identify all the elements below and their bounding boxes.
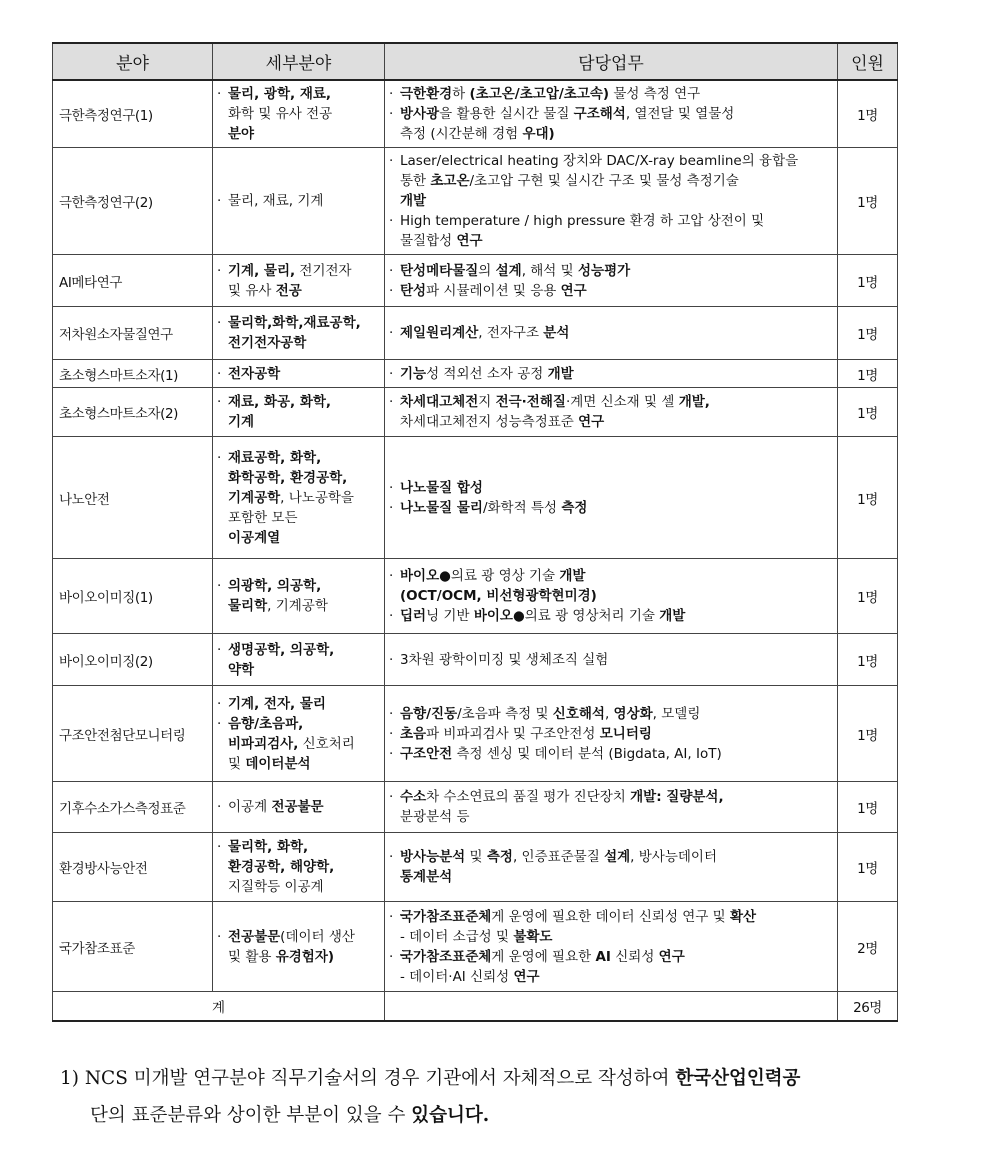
text-segment: 기계, 물리, bbox=[228, 262, 296, 279]
text-segment: 물리학,화학,재료공학, bbox=[228, 315, 361, 331]
continuation-line bbox=[217, 857, 380, 877]
bullet-line bbox=[389, 323, 833, 343]
cell-headcount: 1명 bbox=[838, 437, 898, 559]
table-row bbox=[53, 559, 898, 634]
text-segment: 나노물질 bbox=[400, 499, 457, 516]
text-segment: 개발 bbox=[659, 608, 686, 624]
table-row bbox=[53, 437, 898, 559]
bullet-line bbox=[389, 744, 833, 764]
text-segment: 및 유사 bbox=[228, 282, 276, 299]
text-segment: 물리학 bbox=[228, 598, 268, 614]
text-segment: 극한환경 bbox=[400, 86, 453, 102]
bullet-line bbox=[389, 151, 833, 171]
text-segment: , 해석 및 bbox=[521, 262, 578, 279]
cell-field: 바이오이미징(1) bbox=[53, 559, 213, 634]
bullet-line bbox=[389, 724, 833, 744]
header-field: 분야 bbox=[53, 43, 213, 80]
cell-subfield bbox=[213, 437, 385, 559]
text-segment: /초고압 구현 및 실시간 구조 및 물성 측정기술 bbox=[469, 173, 739, 189]
text-segment: 단의 표준분류와 상이한 부분이 있을 수 bbox=[90, 1105, 412, 1126]
bullet-line bbox=[217, 84, 380, 104]
cell-subfield bbox=[213, 686, 385, 782]
text-segment: 국가참조표준체 bbox=[400, 908, 492, 925]
text-segment: 설계 bbox=[604, 849, 631, 865]
text-segment: 기계 bbox=[228, 414, 255, 430]
cell-headcount: 1명 bbox=[838, 833, 898, 902]
text-segment: , bbox=[604, 705, 614, 722]
table-body bbox=[53, 80, 898, 1021]
bullet-line bbox=[389, 704, 833, 724]
continuation-line bbox=[217, 333, 380, 353]
cell-field: 구조안전첨단모니터링 bbox=[53, 686, 213, 782]
continuation-line bbox=[217, 104, 380, 124]
cell-subfield bbox=[213, 255, 385, 307]
bullet-line bbox=[217, 364, 380, 384]
text-segment: 데이터분석 bbox=[245, 755, 311, 772]
text-segment: ·계면 신소재 및 셀 bbox=[565, 394, 679, 410]
text-segment: 물리 bbox=[456, 499, 483, 516]
cell-duty bbox=[385, 634, 838, 686]
bullet-line bbox=[217, 576, 380, 596]
text-segment: 신뢰성 bbox=[610, 948, 659, 965]
text-segment: 이공계열 bbox=[228, 529, 281, 546]
text-segment: 신호처리 bbox=[298, 735, 355, 752]
text-segment: 비파괴검사, bbox=[228, 735, 299, 752]
text-segment: 측정 bbox=[561, 499, 588, 516]
text-segment: High temperature / high pressure 환경 하 고압 상전이 및 bbox=[400, 213, 765, 229]
text-segment: 차 수소연료의 품질 평가 진단장치 bbox=[426, 789, 631, 805]
bullet-line bbox=[217, 261, 380, 281]
text-segment: 분광분석 등 bbox=[400, 809, 470, 825]
text-segment: 파 비파괴검사 및 구조안전성 bbox=[426, 725, 600, 742]
text-segment: 기계공학 bbox=[228, 489, 281, 506]
cell-field: 바이오이미징(2) bbox=[53, 634, 213, 686]
bullet-line bbox=[217, 927, 380, 947]
cell-duty bbox=[385, 782, 838, 833]
bullet-line bbox=[389, 907, 833, 927]
text-segment: 연구 bbox=[658, 948, 685, 965]
cell-duty bbox=[385, 148, 838, 255]
cell-subfield bbox=[213, 559, 385, 634]
text-segment: , 인증표준물질 bbox=[512, 849, 605, 865]
text-segment: 지 bbox=[478, 394, 496, 410]
text-segment: 바이오 bbox=[473, 608, 513, 624]
cell-subfield bbox=[213, 307, 385, 360]
text-segment: 화학공학, 환경공학, bbox=[228, 469, 348, 486]
continuation-line bbox=[217, 754, 380, 774]
cell-duty bbox=[385, 360, 838, 388]
continuation-line bbox=[389, 967, 833, 987]
text-segment: , 열전달 및 열물성 bbox=[625, 106, 735, 122]
text-segment: 생명공학, 의공학, bbox=[228, 641, 335, 658]
cell-field: 초소형스마트소자(2) bbox=[53, 388, 213, 437]
text-segment: 연구 bbox=[578, 414, 605, 430]
cell-field: 국가참조표준 bbox=[53, 902, 213, 992]
continuation-line bbox=[389, 586, 833, 606]
continuation-line bbox=[389, 867, 833, 887]
text-segment: 불확도 bbox=[513, 928, 553, 945]
bullet-line bbox=[389, 478, 833, 498]
text-segment: , 방사능데이터 bbox=[630, 849, 717, 865]
bullet-line bbox=[217, 392, 380, 412]
text-segment: 기계, 전자, 물리 bbox=[228, 695, 326, 712]
bullet-line bbox=[389, 104, 833, 124]
text-segment: 탄성메타물질 bbox=[400, 262, 479, 279]
text-segment: 환경공학, 해양학, bbox=[228, 859, 335, 875]
table-row bbox=[53, 902, 898, 992]
cell-duty bbox=[385, 255, 838, 307]
text-segment: 전자공학 bbox=[228, 365, 281, 382]
text-segment: 의 bbox=[478, 262, 496, 279]
text-segment: 및 bbox=[465, 849, 487, 865]
cell-headcount: 1명 bbox=[838, 559, 898, 634]
header-subfield: 세부분야 bbox=[213, 43, 385, 80]
cell-headcount: 1명 bbox=[838, 255, 898, 307]
text-segment: 전극·전해질 bbox=[495, 394, 566, 410]
cell-headcount: 1명 bbox=[838, 686, 898, 782]
cell-subfield bbox=[213, 833, 385, 902]
table-row bbox=[53, 80, 898, 148]
total-count: 26명 bbox=[838, 992, 898, 1022]
cell-subfield bbox=[213, 902, 385, 992]
continuation-line bbox=[389, 191, 833, 211]
text-segment: 영상화 bbox=[613, 705, 653, 722]
text-segment: 연구 bbox=[456, 233, 483, 249]
bullet-line bbox=[389, 364, 833, 384]
text-segment: 한국산업인력공 bbox=[675, 1068, 801, 1089]
text-segment: 물리학, 화학, bbox=[228, 839, 309, 855]
table-row bbox=[53, 255, 898, 307]
cell-subfield bbox=[213, 634, 385, 686]
continuation-line bbox=[217, 947, 380, 967]
cell-duty bbox=[385, 437, 838, 559]
table-header-row bbox=[53, 43, 898, 80]
continuation-line bbox=[389, 807, 833, 827]
text-segment: 음향/초음파, bbox=[228, 715, 304, 732]
continuation-line bbox=[217, 508, 380, 528]
continuation-line bbox=[389, 171, 833, 191]
text-segment: 구조해석 bbox=[573, 106, 626, 122]
text-segment: 방사광 bbox=[400, 106, 440, 122]
text-segment: (OCT/OCM, 비선형광학현미경) bbox=[400, 588, 597, 604]
text-segment: 초고온 bbox=[430, 173, 470, 189]
text-segment: 전기전자 bbox=[295, 262, 352, 279]
text-segment: 합성 bbox=[456, 479, 483, 496]
text-segment: 및 활용 bbox=[228, 948, 276, 965]
cell-headcount: 2명 bbox=[838, 902, 898, 992]
text-segment: 물질합성 bbox=[400, 233, 457, 249]
cell-headcount: 1명 bbox=[838, 388, 898, 437]
bullet-line bbox=[389, 650, 833, 670]
text-segment: 재료공학, 화학, bbox=[228, 449, 322, 466]
cell-subfield bbox=[213, 80, 385, 148]
bullet-line bbox=[389, 847, 833, 867]
bullet-line bbox=[389, 211, 833, 231]
cell-duty bbox=[385, 902, 838, 992]
total-row bbox=[53, 992, 898, 1022]
text-segment: 딥러 bbox=[400, 608, 427, 624]
bullet-line bbox=[217, 448, 380, 468]
text-segment: 차세대고체전 bbox=[400, 394, 479, 410]
bullet-line bbox=[389, 281, 833, 301]
cell-field: 극한측정연구(1) bbox=[53, 80, 213, 148]
text-segment: - 데이터 소급성 및 bbox=[400, 928, 514, 945]
text-segment: 1) NCS 미개발 연구분야 직무기술서의 경우 기관에서 자체적으로 작성하여 bbox=[60, 1068, 676, 1089]
bullet-line bbox=[217, 837, 380, 857]
cell-field: 기후수소가스측정표준 bbox=[53, 782, 213, 833]
continuation-line bbox=[389, 124, 833, 144]
text-segment: 약학 bbox=[228, 661, 255, 678]
text-segment: 분석 bbox=[543, 325, 570, 341]
continuation-line bbox=[389, 412, 833, 432]
table-row bbox=[53, 686, 898, 782]
footnote-line-2 bbox=[60, 1097, 920, 1134]
text-segment: 화학 및 유사 전공 bbox=[228, 106, 333, 122]
cell-headcount: 1명 bbox=[838, 634, 898, 686]
bullet-line bbox=[217, 640, 380, 660]
cell-subfield bbox=[213, 388, 385, 437]
text-segment: 전공불문 bbox=[271, 799, 324, 815]
text-segment: 나노물질 bbox=[400, 479, 457, 496]
text-segment: 연구 bbox=[560, 282, 587, 299]
cell-headcount: 1명 bbox=[838, 307, 898, 360]
text-segment: 수소 bbox=[400, 789, 427, 805]
cell-duty bbox=[385, 388, 838, 437]
cell-subfield bbox=[213, 782, 385, 833]
table-row bbox=[53, 148, 898, 255]
text-segment: 측정 bbox=[486, 849, 513, 865]
text-segment: 계 bbox=[254, 799, 272, 815]
text-segment: 초음 bbox=[400, 725, 427, 742]
text-segment: 바이오 bbox=[400, 568, 440, 584]
text-segment: 개발 bbox=[400, 193, 427, 209]
text-segment: /화학적 특성 bbox=[482, 499, 562, 516]
text-segment: 재료, 화공, 화학, bbox=[228, 394, 332, 410]
cell-duty bbox=[385, 80, 838, 148]
cell-field: 나노안전 bbox=[53, 437, 213, 559]
job-table bbox=[52, 42, 898, 1022]
bullet-line bbox=[389, 947, 833, 967]
bullet-line bbox=[389, 606, 833, 626]
cell-field: 초소형스마트소자(1) bbox=[53, 360, 213, 388]
table-row bbox=[53, 833, 898, 902]
header-duty: 담당업무 bbox=[385, 43, 838, 80]
bullet-line bbox=[217, 191, 380, 211]
text-segment: /초음파 측정 및 bbox=[457, 705, 553, 722]
text-segment: 국가참조표준체 bbox=[400, 948, 492, 965]
table-row bbox=[53, 388, 898, 437]
cell-field: AI메타연구 bbox=[53, 255, 213, 307]
text-segment: 신호해석 bbox=[552, 705, 605, 722]
text-segment: 통한 bbox=[400, 173, 431, 189]
text-segment: 개발, bbox=[678, 394, 710, 410]
continuation-line bbox=[217, 734, 380, 754]
total-empty-cell bbox=[385, 992, 838, 1022]
continuation-line bbox=[217, 488, 380, 508]
cell-duty bbox=[385, 307, 838, 360]
continuation-line bbox=[217, 468, 380, 488]
footnote bbox=[60, 1060, 920, 1134]
continuation-line bbox=[217, 281, 380, 301]
text-segment: 포함한 모든 bbox=[228, 509, 298, 526]
text-segment: 제일원리계산 bbox=[400, 325, 479, 341]
bullet-line bbox=[217, 694, 380, 714]
text-segment: 개발 bbox=[559, 568, 586, 584]
text-segment: 음향/진동 bbox=[400, 705, 458, 722]
bullet-line bbox=[217, 313, 380, 333]
text-segment: - 데이터·AI 신뢰성 bbox=[400, 968, 514, 985]
text-segment: 탄성 bbox=[400, 282, 427, 299]
text-segment: 측정 센싱 및 데이터 분석 (Bigdata, AI, IoT) bbox=[452, 745, 722, 762]
text-segment: 게 운영에 필요한 데이터 신뢰성 연구 및 bbox=[491, 908, 730, 925]
cell-field: 저차원소자물질연구 bbox=[53, 307, 213, 360]
continuation-line bbox=[217, 528, 380, 548]
text-segment: 을 활용한 실시간 물질 bbox=[439, 106, 574, 122]
table-row bbox=[53, 360, 898, 388]
text-segment: 연구 bbox=[513, 968, 540, 985]
table-row bbox=[53, 307, 898, 360]
text-segment: ●의료 광 영상처리 기술 bbox=[512, 608, 660, 624]
text-segment: 3차원 광학이미징 및 생체조직 실험 bbox=[400, 651, 609, 668]
text-segment: 차세대고체전지 성능측정표준 bbox=[400, 414, 579, 430]
text-segment: 유경험자) bbox=[275, 948, 335, 965]
text-segment: 의광학, 의공학, bbox=[228, 578, 322, 594]
text-segment: ●의료 광 영상 기술 bbox=[439, 568, 560, 584]
bullet-line bbox=[389, 498, 833, 518]
text-segment: 및 bbox=[228, 755, 246, 772]
bullet-line bbox=[389, 566, 833, 586]
continuation-line bbox=[217, 596, 380, 616]
cell-headcount: 1명 bbox=[838, 148, 898, 255]
continuation-line bbox=[217, 660, 380, 680]
text-segment: Laser/electrical heating 장치와 DAC/X-ray beamline의 융합을 bbox=[400, 153, 799, 169]
cell-duty bbox=[385, 686, 838, 782]
text-segment: 전공불문 bbox=[228, 928, 281, 945]
cell-subfield bbox=[213, 360, 385, 388]
continuation-line bbox=[389, 927, 833, 947]
bullet-line bbox=[217, 714, 380, 734]
cell-headcount: 1명 bbox=[838, 782, 898, 833]
text-segment: 설계 bbox=[495, 262, 522, 279]
text-segment: 이공 bbox=[228, 799, 255, 815]
cell-subfield bbox=[213, 148, 385, 255]
cell-field: 환경방사능안전 bbox=[53, 833, 213, 902]
text-segment: AI bbox=[595, 948, 611, 965]
continuation-line bbox=[217, 877, 380, 897]
cell-duty bbox=[385, 833, 838, 902]
text-segment: 물리, 재료, 기계 bbox=[228, 193, 324, 209]
continuation-line bbox=[217, 124, 380, 144]
text-segment: 성 적외선 소자 공정 bbox=[426, 365, 548, 382]
text-segment: 개발 bbox=[547, 365, 574, 382]
text-segment: , 모델링 bbox=[652, 705, 701, 722]
text-segment: 파 시뮬레이션 및 응용 bbox=[426, 282, 561, 299]
text-segment: 모니터링 bbox=[599, 725, 652, 742]
footnote-line-1 bbox=[60, 1060, 920, 1097]
continuation-line bbox=[389, 231, 833, 251]
bullet-line bbox=[389, 261, 833, 281]
text-segment: , 기계공학 bbox=[267, 598, 328, 614]
bullet-line bbox=[217, 797, 380, 817]
text-segment: 게 운영에 필요한 bbox=[491, 948, 596, 965]
text-segment: 전기전자공학 bbox=[228, 335, 307, 351]
text-segment: 분야 bbox=[228, 126, 255, 142]
bullet-line bbox=[389, 84, 833, 104]
cell-headcount: 1명 bbox=[838, 360, 898, 388]
header-headcount: 인원 bbox=[838, 43, 898, 80]
cell-duty bbox=[385, 559, 838, 634]
table-row bbox=[53, 782, 898, 833]
text-segment: 구조안전 bbox=[400, 745, 453, 762]
text-segment: 우대) bbox=[522, 126, 555, 142]
continuation-line bbox=[217, 412, 380, 432]
text-segment: 개발: 질량분석, bbox=[630, 789, 724, 805]
text-segment: 하 bbox=[452, 86, 470, 102]
cell-field: 극한측정연구(2) bbox=[53, 148, 213, 255]
text-segment: 성능평가 bbox=[577, 262, 631, 279]
text-segment: 기능 bbox=[400, 365, 427, 382]
text-segment: 전공 bbox=[275, 282, 302, 299]
table-row bbox=[53, 634, 898, 686]
text-segment: 측정 (시간분해 경험 bbox=[400, 126, 523, 142]
text-segment: 있습니다. bbox=[411, 1105, 490, 1126]
text-segment: 확산 bbox=[730, 908, 757, 925]
text-segment: , 전자구조 bbox=[478, 325, 544, 341]
text-segment: 닝 기반 bbox=[426, 608, 474, 624]
text-segment: 물성 측정 연구 bbox=[609, 86, 701, 102]
text-segment: , 나노공학을 bbox=[280, 489, 354, 506]
text-segment: 물리, 광학, 재료, bbox=[228, 86, 332, 102]
text-segment: (초고온/초고압/초고속) bbox=[469, 86, 610, 102]
text-segment: (데이터 생산 bbox=[280, 928, 355, 945]
bullet-line bbox=[389, 787, 833, 807]
text-segment: 지질학등 이공계 bbox=[228, 879, 324, 895]
text-segment: 통계분석 bbox=[400, 869, 453, 885]
text-segment: 방사능분석 bbox=[400, 849, 466, 865]
total-label: 계 bbox=[53, 992, 385, 1022]
cell-headcount: 1명 bbox=[838, 80, 898, 148]
bullet-line bbox=[389, 392, 833, 412]
